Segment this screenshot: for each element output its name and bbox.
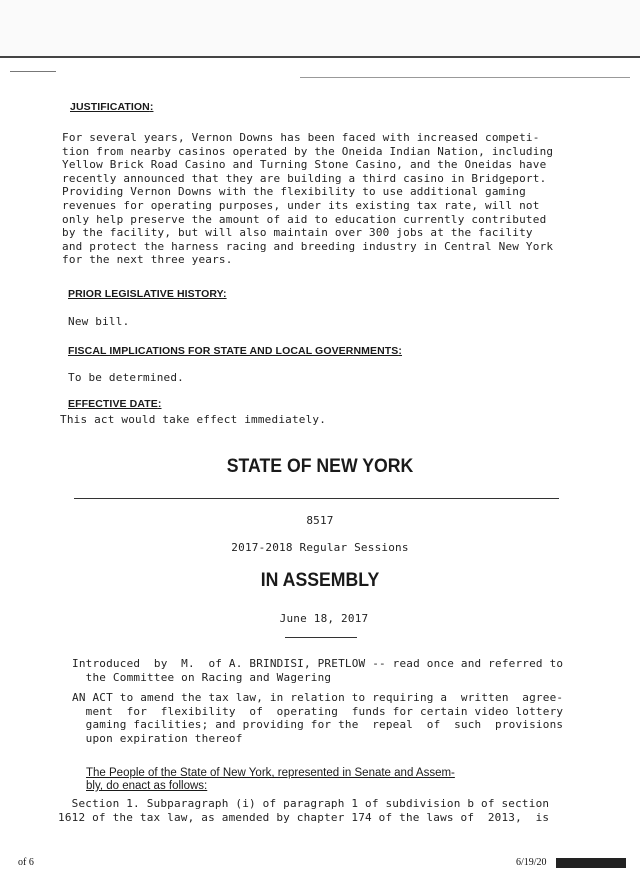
effective-date-body: This act would take effect immediately. xyxy=(60,413,327,426)
justification-body: For several years, Vernon Downs has been faced with increased competi- tion from nearby casinos operated by the Oneida Indian Nation, including Yellow Brick Road Casino and Turning Stone Casino, and the Oneidas have recently announced that they are building a third casino in Bridgeport. Providing Vernon Downs with the flexibility to use additional gaming revenues for operating purposes, under its existing tax rate, will not only help preserve the amount of aid to education currently contributed by the facility, but will also maintain over 300 jobs at the facility and protect the harness racing and breeding industry in Central New York for the next three years. xyxy=(62,131,554,267)
introduced-text: Introduced by M. of A. BRINDISI, PRETLOW -- read once and referred to the Committee on Racing and Wagering xyxy=(72,657,564,684)
page-count: of 6 xyxy=(18,857,34,868)
section-1-text: Section 1. Subparagraph (i) of paragraph 1 of subdivision b of section 1612 of the tax law, as amended by chapter 174 of the laws of 2013, is xyxy=(58,797,550,824)
prior-history-heading: PRIOR LEGISLATIVE HISTORY: xyxy=(68,288,227,300)
fiscal-heading: FISCAL IMPLICATIONS FOR STATE AND LOCAL GOVERNMENTS: xyxy=(68,345,403,357)
fiscal-body: To be determined. xyxy=(68,371,184,384)
act-title: AN ACT to amend the tax law, in relation to requiring a written agree- ment for flexibility of operating funds for certain video lottery gaming facilities; and providing for the repeal of such provisions upon expiration thereof xyxy=(72,691,564,745)
scanner-top-band xyxy=(0,0,640,58)
scan-mark-right xyxy=(300,77,630,78)
bill-date: June 18, 2017 xyxy=(279,612,369,625)
scan-edge xyxy=(0,56,640,58)
prior-history-body: New bill. xyxy=(68,315,130,328)
enacting-clause: The People of the State of New York, represented in Senate and Assem- bly, do enact as follows: xyxy=(86,767,455,792)
redaction-bar xyxy=(556,858,626,868)
bill-number: 8517 xyxy=(306,514,334,527)
date-rule xyxy=(285,637,357,638)
effective-date-heading: EFFECTIVE DATE: xyxy=(68,398,162,410)
session: 2017-2018 Regular Sessions xyxy=(231,541,409,554)
scan-mark-left xyxy=(10,71,56,72)
state-title: STATE OF NEW YORK xyxy=(226,456,414,477)
print-date: 6/19/20 xyxy=(516,857,547,868)
chamber-title: IN ASSEMBLY xyxy=(260,570,380,591)
title-rule xyxy=(74,498,559,499)
justification-heading: JUSTIFICATION: xyxy=(70,101,154,113)
